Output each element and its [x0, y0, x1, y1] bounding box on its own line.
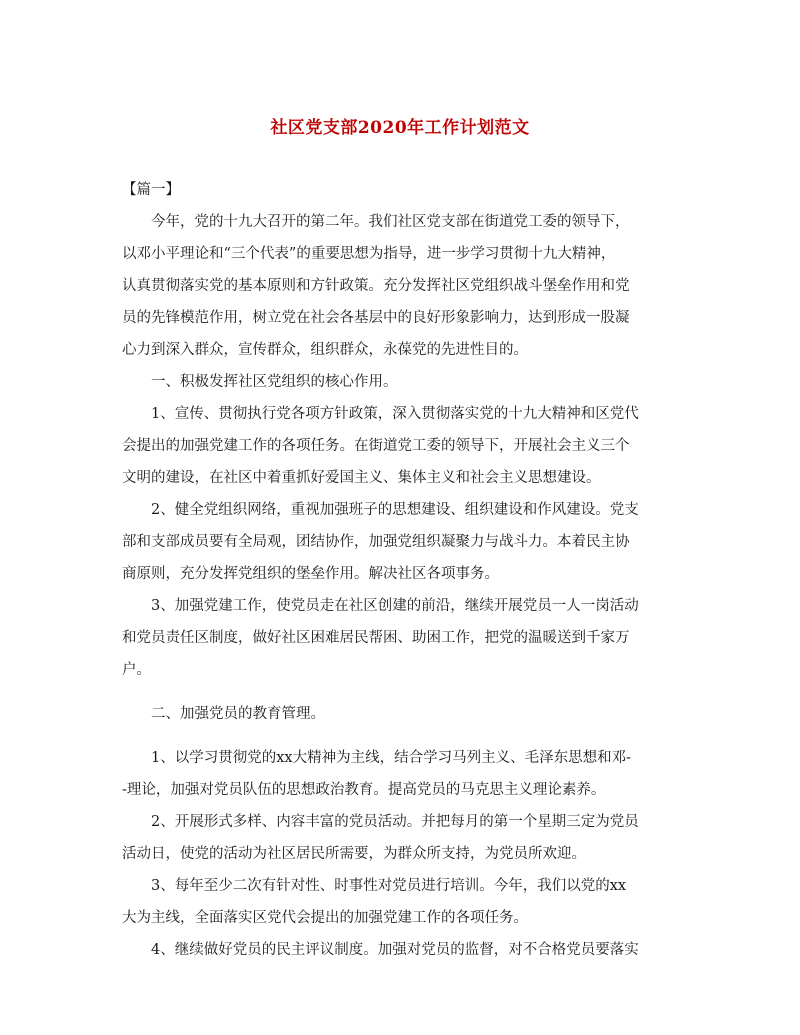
text-line: 部和支部成员要有全局观，团结协作，加强党组织凝聚力与战斗力。本着民主协 — [122, 534, 630, 550]
text-line: 会提出的加强党建工作的各项任务。在街道党工委的领导下，开展社会主义三个 — [122, 438, 630, 454]
text-line: 和党员责任区制度，做好社区困难居民帮困、助困工作，把党的温暖送到千家万 — [122, 630, 630, 646]
text-line: 1、以学习贯彻党的xx大精神为主线，结合学习马列主义、毛泽东思想和邓- — [122, 750, 631, 766]
text-line: 2、健全党组织网络，重视加强班子的思想建设、组织建设和作风建设。党支 — [122, 502, 639, 518]
text-line: 1、宣传、贯彻执行党各项方针政策，深入贯彻落实党的十九大精神和区党代 — [122, 406, 639, 422]
text-line: 以邓小平理论和“三个代表”的重要思想为指导，进一步学习贯彻十九大精神， — [122, 246, 616, 262]
text-line: 3、每年至少二次有针对性、时事性对党员进行培训。今年，我们以党的xx — [122, 878, 627, 894]
text-line: 大为主线，全面落实区党代会提出的加强党建工作的各项任务。 — [122, 910, 528, 926]
text-line: 员的先锋模范作用，树立党在社会各基层中的良好形象影响力，达到形成一股凝 — [122, 310, 630, 326]
document-title: 社区党支部2020年工作计划范文 — [270, 118, 530, 138]
text-line: 4、继续做好党员的民主评议制度。加强对党员的监督，对不合格党员要落实 — [122, 942, 639, 958]
text-line: 今年，党的十九大召开的第二年。我们社区党支部在街道党工委的领导下， — [122, 214, 630, 230]
text-line: 户。 — [122, 662, 151, 678]
document-body — [122, 174, 682, 966]
text-line: 2、开展形式多样、内容丰富的党员活动。并把每月的第一个星期三定为党员 — [122, 814, 639, 830]
text-line: 商原则，充分发挥党组织的堡垒作用。解决社区各项事务。 — [122, 566, 499, 582]
text-line: 3、加强党建工作，使党员走在社区创建的前沿，继续开展党员一人一岗活动 — [122, 598, 639, 614]
text-line: 心力到深入群众，宣传群众，组织群众，永葆党的先进性目的。 — [122, 342, 528, 358]
text-line: 文明的建设，在社区中着重抓好爱国主义、集体主义和社会主义思想建设。 — [122, 470, 601, 486]
text-line: 认真贯彻落实党的基本原则和方针政策。充分发挥社区党组织战斗堡垒作用和党 — [122, 278, 630, 294]
text-line: 活动日，使党的活动为社区居民所需要，为群众所支持，为党员所欢迎。 — [122, 846, 586, 862]
heading-line: 一、积极发挥社区党组织的核心作用。 — [122, 374, 398, 390]
heading-line: 二、加强党员的教育管理。 — [122, 706, 325, 722]
section-label: 【篇一】 — [122, 182, 180, 198]
text-line: -理论，加强对党员队伍的思想政治教育。提高党员的马克思主义理论素养。 — [122, 782, 606, 798]
